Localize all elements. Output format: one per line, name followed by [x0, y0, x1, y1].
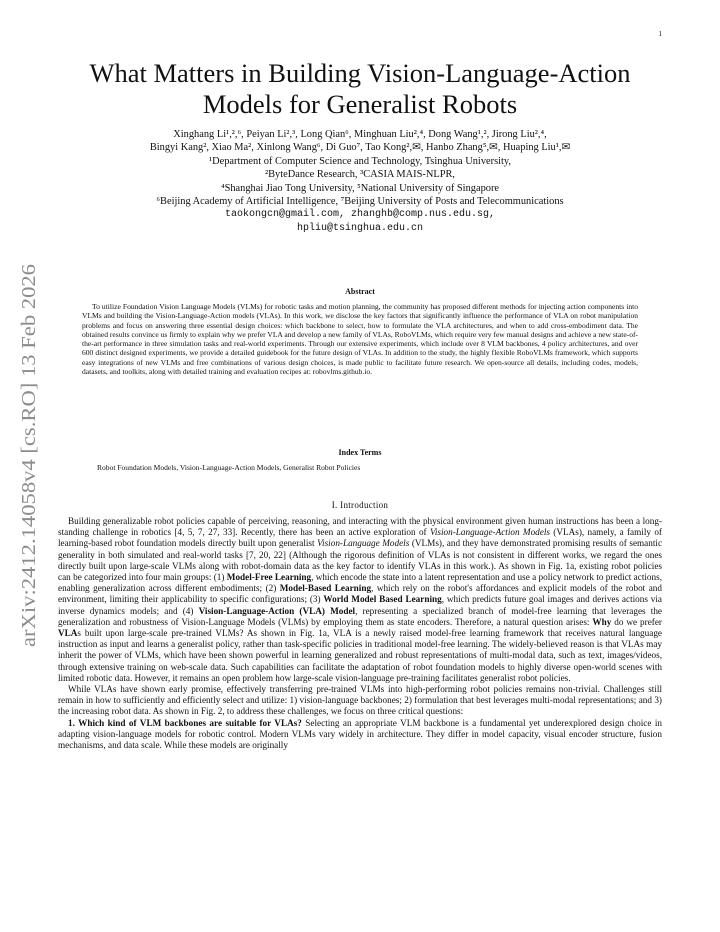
text-run: , which encode the state into a latent representation and use a policy network to predict actions, enabling generalization across different embodiments; (2)	[58, 572, 662, 594]
text-run: do we prefer	[611, 616, 662, 627]
section-heading-text: I. Introduction	[331, 500, 389, 510]
abstract-heading: Abstract	[345, 287, 375, 296]
introduction-body	[58, 516, 662, 751]
text-run: (VLAs), namely, a family of learning-based robot foundation models directly built upon generalist	[58, 527, 662, 549]
author-line-1: Xinghang Li¹,²,⁶, Peiyan Li²,³, Long Qian⁶, Minghuan Liu²,⁴, Dong Wang¹,², Jirong Liu²,⁴,	[173, 129, 547, 140]
section-heading-introduction	[60, 500, 660, 510]
abstract-text: To utilize Foundation Vision Language Models (VLMs) for robotic tasks and motion planning, the community has proposed different methods for injecting action components into VLMs and building the Vision-Language-Action models (VLAs). In this work, we disclose the key factors that significantly influence the performance of VLA on robot manipulation problems and focus on answering three essential design choices: which backbone to select, how to formulate the VLA architectures, and when to add cross-embodiment data. The obtained results convince us firmly to explain why we prefer VLA and develop a new family of VLAs, RoboVLMs, which require very few manual designs and achieve a new state-of-the-art performance in three simulation tasks and real-world experiments. Through our extensive experiments, which include over 8 VLM backbones, 4 policy architectures, and over 600 distinct designed experiments, we provide a detailed guidebook for the future design of VLAs. In addition to the study, the highly flexible RoboVLMs framework, which supports easy integrations of new VLMs and free combinations of various design choices, is made public to facilitate future research. We open-source all details, including codes, models, datasets, and toolkits, along with detailed training and evaluation recipes at: robovlms.github.io.	[82, 302, 638, 377]
bold-term: Model-Free Learning	[226, 572, 312, 583]
bold-term: Why	[592, 616, 612, 627]
email-line-1: taokongcn@gmail.com, zhanghb@comp.nus.edu.sg,	[224, 209, 496, 221]
bold-term: Vision-Language-Action (VLA) Model	[198, 605, 356, 616]
paper-title: What Matters in Building Vision-Language-Action Models for Generalist Robots	[89, 58, 631, 119]
text-run: , which rely on the robot's affordances and explicit models of the robot and environment, limiting their applicability to specific configurations; (3)	[58, 583, 662, 605]
bold-term: VLA	[58, 628, 78, 639]
email-line-2: hpliu@tsinghua.edu.cn	[296, 222, 424, 234]
bold-term: World Model Based Learning	[323, 594, 442, 605]
bold-question: 1. Which kind of VLM backbones are suitable for VLAs?	[68, 717, 302, 728]
affiliation-4: ⁶Beijing Academy of Artificial Intelligence, ⁷Beijing University of Posts and Telecommunications	[156, 196, 564, 208]
text-run: s built upon large-scale pre-trained VLMs? As shown in Fig. 1a, VLA is a newly raised model-free learning framework that receives natural language instruction as input and learns a generalist policy, rather than task-specific policies in traditional model-free learning. The widely-believed reason is that VLAs may inherit the power of VLMs, which have been shown powerful in learning generalized and robust representations of multi-modal data, such as text, images/videos, through extensive training on web-scale data. Such capabilities can facilitate the adaptation of robot foundation models to highly diverse open-world scenes with limited robotic data. However, it remains an open problem how large-scale vision-language pre-training facilitates generalist robot policies.	[58, 628, 662, 683]
arxiv-stamp	[10, 262, 42, 647]
index-terms-text: Robot Foundation Models, Vision-Language-Action Models, Generalist Robot Policies	[97, 463, 361, 472]
intro-paragraph-3	[58, 718, 662, 752]
italic-term: Vision-Language-Action Models	[429, 527, 550, 538]
text-run: Selecting an appropriate VLM backbone is a fundamental yet underexplored design choice in adapting vision-language models for robotic control. Modern VLMs vary widely in architecture. They differ in model capacity, visual encoder structure, fusion mechanisms, and data scale. While these models are originally	[58, 717, 662, 751]
arxiv-stamp-text: arXiv:2412.14058v4 [cs.RO] 13 Feb 2026	[18, 299, 40, 647]
affiliation-3: ⁴Shanghai Jiao Tong University, ⁵National University of Singapore	[220, 182, 500, 194]
author-line-2: Bingyi Kang², Xiao Ma², Xinlong Wang⁶, Di Guo⁷, Tao Kong²,✉, Hanbo Zhang⁵,✉, Huaping Liu¹,✉	[149, 142, 571, 154]
page-number: 1	[658, 30, 662, 38]
text-run: Building generalizable robot policies capable of perceiving, reasoning, and interacting with the physical environment given human instructions has been a long-standing challenge in robotics [4, 5, 7, 27, 33]. Recently, there has been an active exploration of	[58, 516, 662, 538]
text-run: (VLMs), and they have demonstrated promising results of semantic generality in both simulated and real-world tasks [7, 20, 22] (Although the rigorous definition of VLAs is not consistent in different works, we regard the ones directly built upon large-scale VLMs along with robot-domain data as the key factor to identify VLAs in this work.). As shown in Fig. 1a, existing robot policies can be categorized into four main groups: (1)	[58, 538, 663, 583]
affiliation-2: ²ByteDance Research, ³CASIA MAIS-NLPR,	[264, 169, 456, 181]
index-terms-heading: Index Terms	[338, 448, 382, 457]
bold-term: Model-Based Learning	[279, 583, 372, 594]
author-block	[60, 128, 660, 235]
italic-term: Vision-Language Models	[317, 538, 410, 549]
affiliation-1: ¹Department of Computer Science and Technology, Tsinghua University,	[208, 155, 512, 167]
intro-paragraph-2: While VLAs have shown early promise, effectively transferring pre-trained VLMs into high-performing robot policies remains non-trivial. Challenges still remain in how to sufficiently and efficiently select and utilize: 1) vision-language backbones; 2) formulation that best leverages multi-modal representations; and 3) the increasing robot data. As shown in Fig. 2, to address these challenges, we focus on three critical questions:	[58, 684, 662, 717]
intro-paragraph-1	[58, 516, 662, 684]
text-run: , representing a specialized branch of model-free learning that leverages the generalization and robustness of Vision-Language Models (VLMs) by employing them as state encoders. Therefore, a natural question arises:	[58, 605, 662, 627]
text-run: , which predicts future goal images and derives actions via inverse dynamics models; and (4)	[58, 594, 663, 616]
